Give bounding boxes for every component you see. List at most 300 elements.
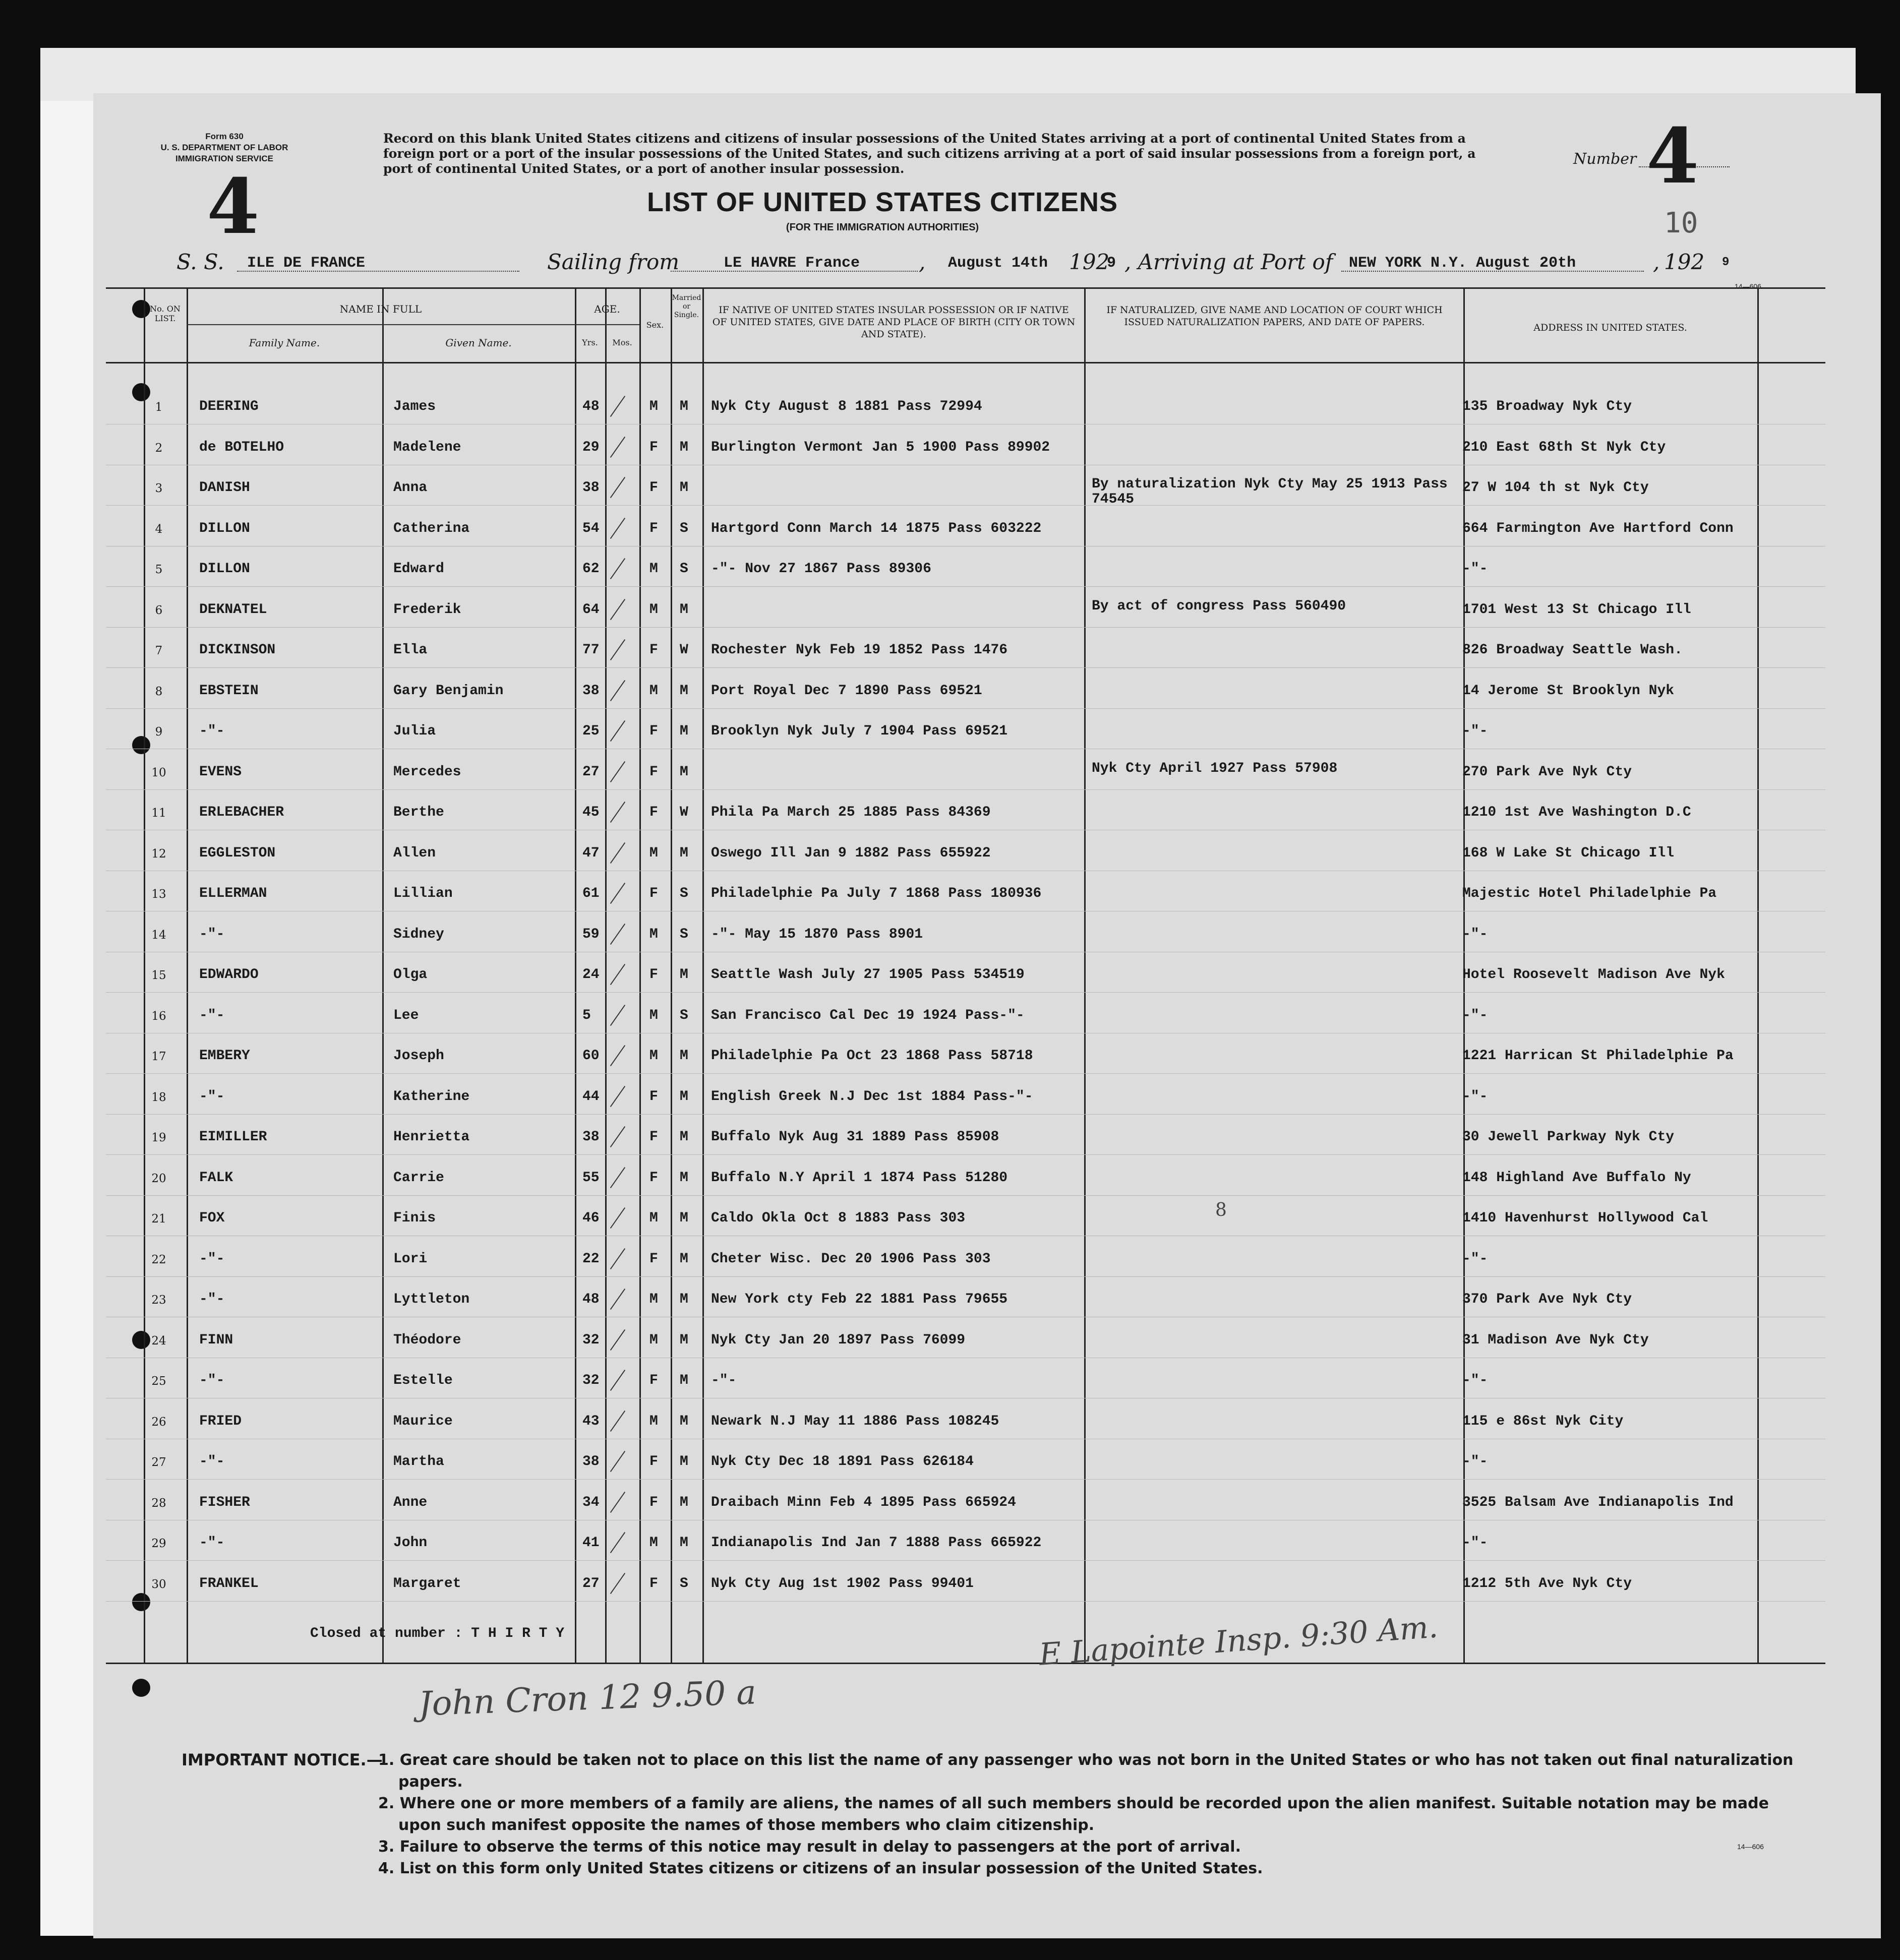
- row-number: 29: [151, 1537, 166, 1550]
- given-name: Lori: [393, 1251, 428, 1267]
- sex: F: [649, 1088, 658, 1105]
- service-name: IMMIGRATION SERVICE: [175, 154, 273, 163]
- sex: M: [649, 601, 658, 618]
- page-title: LIST OF UNITED STATES CITIZENS: [647, 187, 1118, 217]
- family-name: EIMILLER: [199, 1129, 267, 1145]
- sex: M: [649, 1007, 658, 1023]
- header-no: No. ON LIST.: [150, 304, 181, 323]
- family-name: EMBERY: [199, 1048, 250, 1064]
- given-name: Madelene: [393, 439, 461, 455]
- row-number: 10: [151, 766, 166, 779]
- family-name: de BOTELHO: [199, 439, 284, 455]
- row-number: 11: [151, 807, 166, 820]
- notice-item: 2. Where one or more members of a family are aliens, the names of all such members should be recorded upon the alien manifest. Suitable notation may be made upon such manifest opposite the names of those members who claim citizenship.: [378, 1795, 1769, 1834]
- given-name: Sidney: [393, 926, 444, 942]
- header-subline: [575, 324, 639, 325]
- tick-mark: [610, 1126, 625, 1147]
- given-name: Ella: [393, 642, 428, 658]
- birth-info: -"- Nov 27 1867 Pass 89306: [711, 561, 931, 577]
- age-years: 64: [582, 601, 600, 618]
- family-name: EDWARDO: [199, 967, 259, 983]
- tick-mark: [610, 883, 625, 904]
- marital-status: M: [680, 967, 688, 983]
- row-number: 30: [151, 1577, 166, 1591]
- age-years: 60: [582, 1048, 600, 1064]
- sex: M: [649, 1210, 658, 1226]
- row-number: 21: [151, 1212, 166, 1226]
- row-number: 14: [151, 928, 166, 942]
- tick-mark: [610, 436, 625, 457]
- birth-info: Phila Pa March 25 1885 Pass 84369: [711, 805, 991, 820]
- age-years: 41: [582, 1535, 600, 1551]
- age-years: 29: [582, 439, 600, 455]
- sex: F: [649, 967, 658, 983]
- age-years: 38: [582, 480, 600, 496]
- marital-status: M: [680, 1292, 688, 1307]
- address: -"-: [1462, 1373, 1488, 1388]
- table-row: [106, 953, 1825, 993]
- table-row: [106, 547, 1825, 587]
- marital-status: M: [680, 764, 688, 780]
- table-row: [106, 750, 1825, 790]
- age-years: 46: [582, 1210, 600, 1226]
- sex: F: [649, 1454, 658, 1469]
- given-name: Anna: [393, 480, 428, 496]
- age-years: 34: [582, 1494, 600, 1510]
- tick-mark: [610, 598, 625, 620]
- department-name: U. S. DEPARTMENT OF LABOR: [160, 143, 288, 152]
- marital-status: S: [680, 561, 688, 577]
- address: 115 e 86st Nyk City: [1462, 1413, 1624, 1429]
- sex: F: [649, 1129, 658, 1145]
- family-name: EVENS: [199, 764, 242, 780]
- table-row: [106, 709, 1825, 750]
- row-number: 26: [151, 1415, 166, 1429]
- address: -"-: [1462, 1535, 1488, 1551]
- family-name: DEKNATEL: [199, 601, 267, 618]
- tick-mark: [610, 1167, 625, 1188]
- sex: M: [649, 399, 658, 414]
- table-row: [106, 1318, 1825, 1359]
- address: 664 Farmington Ave Hartford Conn: [1462, 520, 1734, 536]
- table-row: [106, 872, 1825, 912]
- tick-mark: [610, 1045, 625, 1066]
- given-name: Frederik: [393, 601, 461, 618]
- header-yrs: Yrs.: [582, 338, 598, 347]
- address: 27 W 104 th st Nyk Cty: [1462, 480, 1649, 496]
- row-number: 15: [151, 969, 166, 982]
- row-number: 17: [151, 1050, 166, 1063]
- birth-info: -"-: [711, 1373, 737, 1388]
- comma: ,: [919, 250, 926, 274]
- arrival-dotline: [1341, 271, 1644, 272]
- family-name: -"-: [199, 1535, 225, 1551]
- page-mark: 4: [207, 162, 260, 251]
- age-years: 47: [582, 845, 600, 861]
- sex: M: [649, 683, 658, 699]
- age-years: 59: [582, 926, 600, 942]
- table-row: [106, 628, 1825, 668]
- age-years: 22: [582, 1251, 600, 1267]
- binder-strip: [40, 101, 93, 1936]
- header-bottom-rule: [106, 362, 1825, 363]
- sex: F: [649, 764, 658, 780]
- naturalization-info: Nyk Cty April 1927 Pass 57908: [1092, 760, 1338, 776]
- sex: M: [649, 1535, 658, 1551]
- tick-mark: [610, 1410, 625, 1431]
- sex: M: [649, 1413, 658, 1429]
- age-years: 32: [582, 1373, 600, 1388]
- marital-status: W: [680, 642, 688, 658]
- birth-info: Nyk Cty Jan 20 1897 Pass 76099: [711, 1332, 966, 1348]
- birth-info: Caldo Okla Oct 8 1883 Pass 303: [711, 1210, 966, 1226]
- table-row: [106, 1521, 1825, 1561]
- header-native: IF NATIVE OF UNITED STATES INSULAR POSSESSION OR IF NATIVE OF UNITED STATES, GIVE DATE AND PLACE OF BIRTH (CITY OR TOWN AND STATE).: [712, 304, 1076, 340]
- marital-status: M: [680, 845, 688, 861]
- family-name: -"-: [199, 1088, 225, 1105]
- birth-info: Philadelphie Pa Oct 23 1868 Pass 58718: [711, 1048, 1033, 1064]
- marital-status: M: [680, 1129, 688, 1145]
- naturalization-info: By act of congress Pass 560490: [1092, 598, 1346, 614]
- age-years: 5: [582, 1007, 591, 1023]
- marital-status: M: [680, 1210, 688, 1226]
- marital-status: M: [680, 1170, 688, 1186]
- address: 31 Madison Ave Nyk Cty: [1462, 1332, 1649, 1348]
- birth-info: Nyk Cty Dec 18 1891 Pass 626184: [711, 1454, 974, 1469]
- birth-info: Hartgord Conn March 14 1875 Pass 603222: [711, 520, 1042, 536]
- family-name: -"-: [199, 1373, 225, 1388]
- tick-mark: [610, 517, 625, 538]
- page-subtitle: (FOR THE IMMIGRATION AUTHORITIES): [786, 222, 979, 233]
- notice-item: 3. Failure to observe the terms of this notice may result in delay to passengers at the port of arrival.: [378, 1838, 1241, 1856]
- from-dotline: [671, 271, 918, 272]
- top-notice: Record on this blank United States citizens and citizens of insular possessions of the United States arriving at a port of continental United States from a foreign port or a port of the insular possessions of the United States, and such citizens arriving at a port of said insular possessions from a foreign port, a port of continental United States, or a port of another insular possession.: [383, 131, 1476, 176]
- given-name: Olga: [393, 967, 428, 983]
- sailing-label: Sailing from: [547, 250, 680, 274]
- table-row: [106, 425, 1825, 466]
- given-name: Catherina: [393, 520, 470, 536]
- address: 370 Park Ave Nyk Cty: [1462, 1292, 1632, 1307]
- form-number: Form 630: [205, 132, 244, 141]
- header-age: AGE.: [594, 303, 620, 315]
- marital-status: M: [680, 480, 688, 496]
- row-number: 28: [151, 1496, 166, 1510]
- marital-status: M: [680, 723, 688, 739]
- port-of-arrival: NEW YORK N.Y. August 20th: [1349, 255, 1576, 272]
- sex: F: [649, 642, 658, 658]
- given-name: John: [393, 1535, 428, 1551]
- table-row: [106, 588, 1825, 628]
- sex: M: [649, 561, 658, 577]
- list-number: 4: [1646, 112, 1699, 201]
- age-years: 27: [582, 764, 600, 780]
- marital-status: S: [680, 520, 688, 536]
- address: 148 Highland Ave Buffalo Ny: [1462, 1170, 1691, 1186]
- table-row: [106, 466, 1825, 506]
- voyage-line: [0, 250, 1900, 280]
- row-number: 20: [151, 1172, 166, 1185]
- sex: F: [649, 1373, 658, 1388]
- family-name: -"-: [199, 926, 225, 942]
- age-years: 55: [582, 1170, 600, 1186]
- address: 1221 Harrican St Philadelphie Pa: [1462, 1048, 1734, 1064]
- family-name: DILLON: [199, 520, 250, 536]
- marital-status: M: [680, 1535, 688, 1551]
- family-name: DICKINSON: [199, 642, 276, 658]
- birth-info: Nyk Cty August 8 1881 Pass 72994: [711, 399, 982, 414]
- tick-mark: [610, 923, 625, 944]
- tick-mark: [610, 477, 625, 498]
- marital-status: M: [680, 1373, 688, 1388]
- year-prefix: 192: [1069, 250, 1110, 274]
- marital-status: M: [680, 1251, 688, 1267]
- notice-item: 4. List on this form only United States citizens or citizens of an insular possession of the United States.: [378, 1860, 1263, 1877]
- sex: F: [649, 723, 658, 739]
- address: -"-: [1462, 926, 1488, 942]
- table-row: [106, 1277, 1825, 1318]
- tick-mark: [610, 1491, 625, 1512]
- birth-info: Port Royal Dec 7 1890 Pass 69521: [711, 683, 982, 699]
- tick-mark: [610, 558, 625, 579]
- year-digit: 9: [1107, 255, 1116, 272]
- row-number: 18: [151, 1090, 166, 1104]
- given-name: Margaret: [393, 1575, 461, 1591]
- tick-mark: [610, 1289, 625, 1310]
- row-number: 3: [155, 482, 163, 495]
- table-row: [106, 1562, 1825, 1602]
- tick-mark: [610, 964, 625, 985]
- family-name: EGGLESTON: [199, 845, 276, 861]
- address: -"-: [1462, 1088, 1488, 1105]
- age-years: 25: [582, 723, 600, 739]
- marital-status: M: [680, 683, 688, 699]
- age-years: 43: [582, 1413, 600, 1429]
- inspector-signature: E Lapointe Insp. 9:30 Am.: [1038, 1609, 1439, 1673]
- address: Hotel Roosevelt Madison Ave Nyk: [1462, 967, 1725, 983]
- family-name: EBSTEIN: [199, 683, 259, 699]
- table-row: [106, 1034, 1825, 1074]
- given-name: Berthe: [393, 805, 444, 820]
- closed-at-number: Closed at number : T H I R T Y: [310, 1626, 565, 1641]
- family-name: FALK: [199, 1170, 233, 1186]
- age-years: 48: [582, 1292, 600, 1307]
- marital-status: M: [680, 1494, 688, 1510]
- marital-status: S: [680, 1007, 688, 1023]
- given-name: Martha: [393, 1454, 444, 1469]
- important-notice-label: IMPORTANT NOTICE.—: [182, 1750, 383, 1769]
- sex: F: [649, 480, 658, 496]
- row-number: 9: [155, 725, 163, 739]
- given-name: Théodore: [393, 1332, 461, 1348]
- table-row: [106, 1075, 1825, 1115]
- table-row: [106, 912, 1825, 953]
- address: -"-: [1462, 1454, 1488, 1469]
- tick-mark: [610, 1004, 625, 1025]
- form-code-top: 14—606: [1735, 282, 1761, 290]
- header-sex: Sex.: [646, 320, 664, 330]
- table-row: [106, 790, 1825, 831]
- family-name: -"-: [199, 723, 225, 739]
- form-code-bottom: 14—606: [1737, 1843, 1764, 1851]
- sex: M: [649, 845, 658, 861]
- clerk-signature: John Cron 12 9.50 a: [418, 1673, 757, 1724]
- tick-mark: [610, 1207, 625, 1229]
- tick-mark: [610, 680, 625, 701]
- arriving-label: , Arriving at Port of: [1124, 250, 1333, 274]
- birth-info: Nyk Cty Aug 1st 1902 Pass 99401: [711, 1575, 974, 1591]
- address: -"-: [1462, 561, 1488, 577]
- row-number: 6: [155, 603, 163, 617]
- sex: F: [649, 520, 658, 536]
- tick-mark: [610, 1572, 625, 1594]
- sailing-date: August 14th: [948, 255, 1048, 272]
- age-years: 27: [582, 1575, 600, 1591]
- given-name: Julia: [393, 723, 436, 739]
- address: 3525 Balsam Ave Indianapolis Ind: [1462, 1494, 1734, 1510]
- given-name: Mercedes: [393, 764, 461, 780]
- row-number: 25: [151, 1375, 166, 1388]
- address: 826 Broadway Seattle Wash.: [1462, 642, 1683, 658]
- age-years: 77: [582, 642, 600, 658]
- age-years: 24: [582, 967, 600, 983]
- stray-mark: 8: [1215, 1200, 1227, 1220]
- sex: F: [649, 439, 658, 455]
- family-name: FOX: [199, 1210, 225, 1226]
- address: 30 Jewell Parkway Nyk Cty: [1462, 1129, 1675, 1145]
- header-family-name: Family Name.: [249, 337, 320, 349]
- age-years: 48: [582, 399, 600, 414]
- tick-mark: [610, 396, 625, 417]
- address: 168 W Lake St Chicago Ill: [1462, 845, 1675, 861]
- birth-info: Cheter Wisc. Dec 20 1906 Pass 303: [711, 1251, 991, 1267]
- tick-mark: [610, 842, 625, 863]
- table-row: [106, 1399, 1825, 1440]
- table-row: [106, 1156, 1825, 1196]
- sex: F: [649, 1494, 658, 1510]
- address: -"-: [1462, 1007, 1488, 1023]
- birth-info: San Francisco Cal Dec 19 1924 Pass-"-: [711, 1007, 1025, 1023]
- header-subline: [187, 324, 575, 325]
- sex: M: [649, 1048, 658, 1064]
- year2-prefix: 192: [1664, 250, 1705, 274]
- family-name: ELLERMAN: [199, 886, 267, 901]
- header-married-single: Married or Single.: [672, 294, 701, 319]
- tick-mark: [610, 639, 625, 660]
- marital-status: M: [680, 1048, 688, 1064]
- address: 1701 West 13 St Chicago Ill: [1462, 601, 1691, 618]
- row-number: 12: [151, 847, 166, 861]
- table-row: [106, 1115, 1825, 1155]
- given-name: Maurice: [393, 1413, 453, 1429]
- row-number: 5: [155, 563, 163, 576]
- marital-status: M: [680, 1332, 688, 1348]
- given-name: Carrie: [393, 1170, 444, 1186]
- birth-info: Buffalo Nyk Aug 31 1889 Pass 85908: [711, 1129, 999, 1145]
- given-name: Joseph: [393, 1048, 444, 1064]
- given-name: Lee: [393, 1007, 419, 1023]
- row-number: 23: [151, 1294, 166, 1307]
- birth-info: Brooklyn Nyk July 7 1904 Pass 69521: [711, 723, 1008, 739]
- family-name: -"-: [199, 1454, 225, 1469]
- birth-info: Buffalo N.Y April 1 1874 Pass 51280: [711, 1170, 1008, 1186]
- given-name: Lillian: [393, 886, 453, 901]
- table-row: [106, 831, 1825, 872]
- address: Majestic Hotel Philadelphie Pa: [1462, 886, 1717, 901]
- row-number: 16: [151, 1009, 166, 1023]
- age-years: 32: [582, 1332, 600, 1348]
- address: 270 Park Ave Nyk Cty: [1462, 764, 1632, 780]
- row-number: 22: [151, 1253, 166, 1266]
- ship-name: ILE DE FRANCE: [247, 255, 366, 272]
- given-name: Allen: [393, 845, 436, 861]
- marital-status: S: [680, 886, 688, 901]
- ss-label: S. S.: [176, 250, 224, 274]
- tick-mark: [610, 1248, 625, 1269]
- sex: F: [649, 805, 658, 820]
- row-number: 27: [151, 1456, 166, 1469]
- age-years: 62: [582, 561, 600, 577]
- family-name: FRIED: [199, 1413, 242, 1429]
- family-name: FISHER: [199, 1494, 250, 1510]
- row-number: 24: [151, 1334, 166, 1348]
- birth-info: New York cty Feb 22 1881 Pass 79655: [711, 1292, 1008, 1307]
- address: -"-: [1462, 1251, 1488, 1267]
- tick-mark: [610, 720, 625, 742]
- stamp-mark: 10: [1664, 207, 1698, 239]
- address: 1212 5th Ave Nyk Cty: [1462, 1575, 1632, 1591]
- family-name: DILLON: [199, 561, 250, 577]
- age-years: 38: [582, 1129, 600, 1145]
- header-given-name: Given Name.: [445, 337, 512, 349]
- comma: ,: [1653, 250, 1660, 274]
- given-name: James: [393, 399, 436, 414]
- header-naturalized: IF NATURALIZED, GIVE NAME AND LOCATION OF COURT WHICH ISSUED NATURALIZATION PAPERS, AND DATE OF PAPERS.: [1106, 304, 1443, 328]
- table-row: [106, 1237, 1825, 1277]
- given-name: Lyttleton: [393, 1292, 470, 1307]
- given-name: Estelle: [393, 1373, 453, 1388]
- family-name: DEERING: [199, 399, 259, 414]
- punch-hole: [132, 1679, 150, 1697]
- address: 14 Jerome St Brooklyn Nyk: [1462, 683, 1675, 699]
- marital-status: M: [680, 399, 688, 414]
- birth-info: Draibach Minn Feb 4 1895 Pass 665924: [711, 1494, 1016, 1510]
- table-row: [106, 1481, 1825, 1521]
- row-number: 8: [155, 685, 163, 698]
- marital-status: S: [680, 926, 688, 942]
- birth-info: Seattle Wash July 27 1905 Pass 534519: [711, 967, 1025, 983]
- table-row: [106, 1196, 1825, 1237]
- birth-info: English Greek N.J Dec 1st 1884 Pass-"-: [711, 1088, 1033, 1105]
- row-number: 4: [155, 522, 163, 536]
- form-header: [129, 131, 320, 164]
- family-name: -"-: [199, 1292, 225, 1307]
- address: 1410 Havenhurst Hollywood Cal: [1462, 1210, 1708, 1226]
- age-years: 44: [582, 1088, 600, 1105]
- marital-status: M: [680, 601, 688, 618]
- row-number: 2: [155, 441, 163, 455]
- sex: F: [649, 1251, 658, 1267]
- table-row: [106, 1440, 1825, 1480]
- number-label: Number: [1573, 150, 1637, 168]
- family-name: -"-: [199, 1007, 225, 1023]
- given-name: Finis: [393, 1210, 436, 1226]
- manifest-table: [106, 287, 1825, 1664]
- sex: F: [649, 1170, 658, 1186]
- sex: M: [649, 1332, 658, 1348]
- age-years: 54: [582, 520, 600, 536]
- tick-mark: [610, 802, 625, 823]
- family-name: ERLEBACHER: [199, 805, 284, 820]
